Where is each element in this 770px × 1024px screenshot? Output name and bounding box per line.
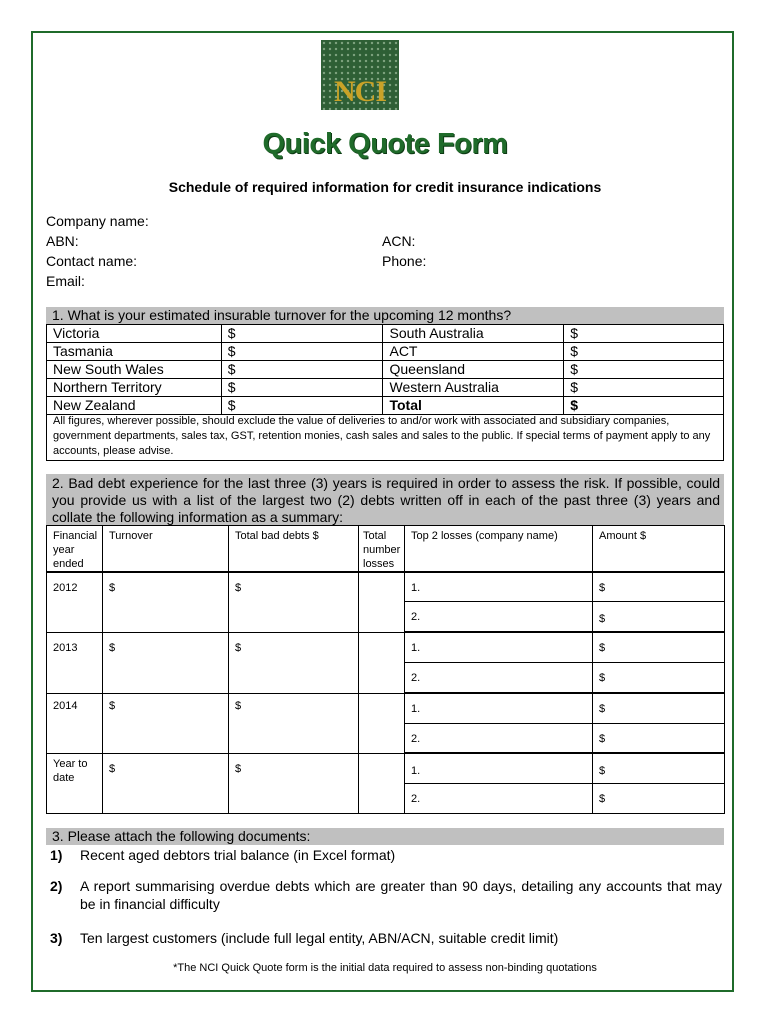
loss-amount-cell[interactable]: $ xyxy=(593,601,725,632)
region-label: South Australia xyxy=(383,325,564,343)
col-header-total-losses: Total number losses xyxy=(359,526,405,573)
table-row xyxy=(47,693,725,723)
email-field[interactable]: Email: xyxy=(46,273,85,289)
region-value[interactable]: $ xyxy=(221,343,383,361)
loss-name-cell[interactable]: 1. xyxy=(405,753,593,783)
col-header-year: Financial year ended xyxy=(47,526,103,573)
table-row xyxy=(47,343,724,361)
loss-amount-cell[interactable]: $ xyxy=(593,693,725,723)
section2-heading: 2. Bad debt experience for the last three (3) years is required in order to assess the risk. If possible, could you provide us with a list of the largest two (2) debts written off in each of the past three (3) years and collate the following information as a summary: xyxy=(46,474,724,525)
year-label: 2013 xyxy=(47,632,103,693)
loss-amount-cell[interactable]: $ xyxy=(593,632,725,662)
bad-debt-table xyxy=(46,525,725,814)
item-number: 3) xyxy=(50,930,63,946)
phone-field[interactable]: Phone: xyxy=(382,253,427,269)
loss-name-cell[interactable]: 1. xyxy=(405,693,593,723)
loss-name-cell[interactable]: 2. xyxy=(405,662,593,693)
document-item xyxy=(50,929,722,947)
loss-amount-cell[interactable]: $ xyxy=(593,783,725,813)
table-header-row xyxy=(47,526,725,573)
region-value[interactable]: $ xyxy=(221,325,383,343)
bad-debts-cell[interactable]: $ xyxy=(229,632,359,693)
loss-amount-cell[interactable]: $ xyxy=(593,572,725,601)
year-label: 2014 xyxy=(47,693,103,753)
col-header-amount: Amount $ xyxy=(593,526,725,573)
table-row xyxy=(47,753,725,783)
turnover-note: All figures, wherever possible, should exclude the value of deliveries to and/or work with associated and subsidiary companies, government departments, sales tax, GST, retention monies, cash sales and sales to the public. If special terms of payment apply to any accounts, please advise. xyxy=(46,413,724,461)
turnover-table xyxy=(46,324,724,415)
turnover-cell[interactable]: $ xyxy=(103,693,229,753)
losses-cell[interactable] xyxy=(359,572,405,632)
col-header-total-bad-debts: Total bad debts $ xyxy=(229,526,359,573)
abn-field[interactable]: ABN: xyxy=(46,233,79,249)
nci-logo xyxy=(321,40,399,110)
turnover-cell[interactable]: $ xyxy=(103,632,229,693)
loss-name-cell[interactable]: 2. xyxy=(405,723,593,753)
table-row xyxy=(47,325,724,343)
region-value[interactable]: $ xyxy=(564,325,724,343)
page-title: Quick Quote Form xyxy=(262,128,508,160)
year-label: Year to date xyxy=(47,753,103,813)
table-row xyxy=(47,632,725,662)
loss-name-cell[interactable]: 2. xyxy=(405,783,593,813)
item-text: Ten largest customers (include full legal entity, ABN/ACN, suitable credit limit) xyxy=(80,930,559,946)
region-value[interactable]: $ xyxy=(564,379,724,397)
loss-name-cell[interactable]: 1. xyxy=(405,572,593,601)
table-row xyxy=(47,397,724,415)
bad-debts-cell[interactable]: $ xyxy=(229,753,359,813)
region-value[interactable]: $ xyxy=(564,343,724,361)
section3-heading: 3. Please attach the following documents: xyxy=(46,828,724,845)
page-subtitle: Schedule of required information for credit insurance indications xyxy=(168,179,602,195)
col-header-top-losses: Top 2 losses (company name) xyxy=(405,526,593,573)
year-label: 2012 xyxy=(47,572,103,632)
region-label: New South Wales xyxy=(47,361,222,379)
losses-cell[interactable] xyxy=(359,753,405,813)
table-row xyxy=(47,361,724,379)
region-label: Tasmania xyxy=(47,343,222,361)
region-value[interactable]: $ xyxy=(221,379,383,397)
region-label: Western Australia xyxy=(383,379,564,397)
document-item xyxy=(50,877,722,913)
loss-amount-cell[interactable]: $ xyxy=(593,723,725,753)
turnover-cell[interactable]: $ xyxy=(103,572,229,632)
region-label: ACT xyxy=(383,343,564,361)
item-number: 2) xyxy=(50,878,63,894)
document-item xyxy=(50,846,722,864)
turnover-cell[interactable]: $ xyxy=(103,753,229,813)
region-value[interactable]: $ xyxy=(564,361,724,379)
region-value[interactable]: $ xyxy=(221,361,383,379)
losses-cell[interactable] xyxy=(359,693,405,753)
loss-name-cell[interactable]: 1. xyxy=(405,632,593,662)
item-number: 1) xyxy=(50,847,63,863)
region-label: New Zealand xyxy=(47,397,222,415)
acn-field[interactable]: ACN: xyxy=(382,233,416,249)
table-row xyxy=(47,379,724,397)
logo-text: NCI xyxy=(333,75,386,108)
total-label: Total xyxy=(383,397,564,415)
section1-heading: 1. What is your estimated insurable turnover for the upcoming 12 months? xyxy=(46,307,724,324)
region-label: Victoria xyxy=(47,325,222,343)
region-value[interactable]: $ xyxy=(221,397,383,415)
total-value[interactable]: $ xyxy=(564,397,724,415)
col-header-turnover: Turnover xyxy=(103,526,229,573)
losses-cell[interactable] xyxy=(359,632,405,693)
contact-name-field[interactable]: Contact name: xyxy=(46,253,138,269)
item-text: Recent aged debtors trial balance (in Excel format) xyxy=(80,847,396,863)
loss-amount-cell[interactable]: $ xyxy=(593,753,725,783)
loss-name-cell[interactable]: 2. xyxy=(405,601,593,632)
bad-debts-cell[interactable]: $ xyxy=(229,572,359,632)
bad-debts-cell[interactable]: $ xyxy=(229,693,359,753)
region-label: Queensland xyxy=(383,361,564,379)
loss-amount-cell[interactable]: $ xyxy=(593,662,725,693)
company-name-field[interactable]: Company name: xyxy=(46,213,149,229)
region-label: Northern Territory xyxy=(47,379,222,397)
table-row xyxy=(47,572,725,601)
footnote: *The NCI Quick Quote form is the initial data required to assess non-binding quotations xyxy=(173,962,597,974)
item-text: A report summarising overdue debts which are greater than 90 days, detailing any accounts that may be in financial difficulty xyxy=(80,878,722,912)
